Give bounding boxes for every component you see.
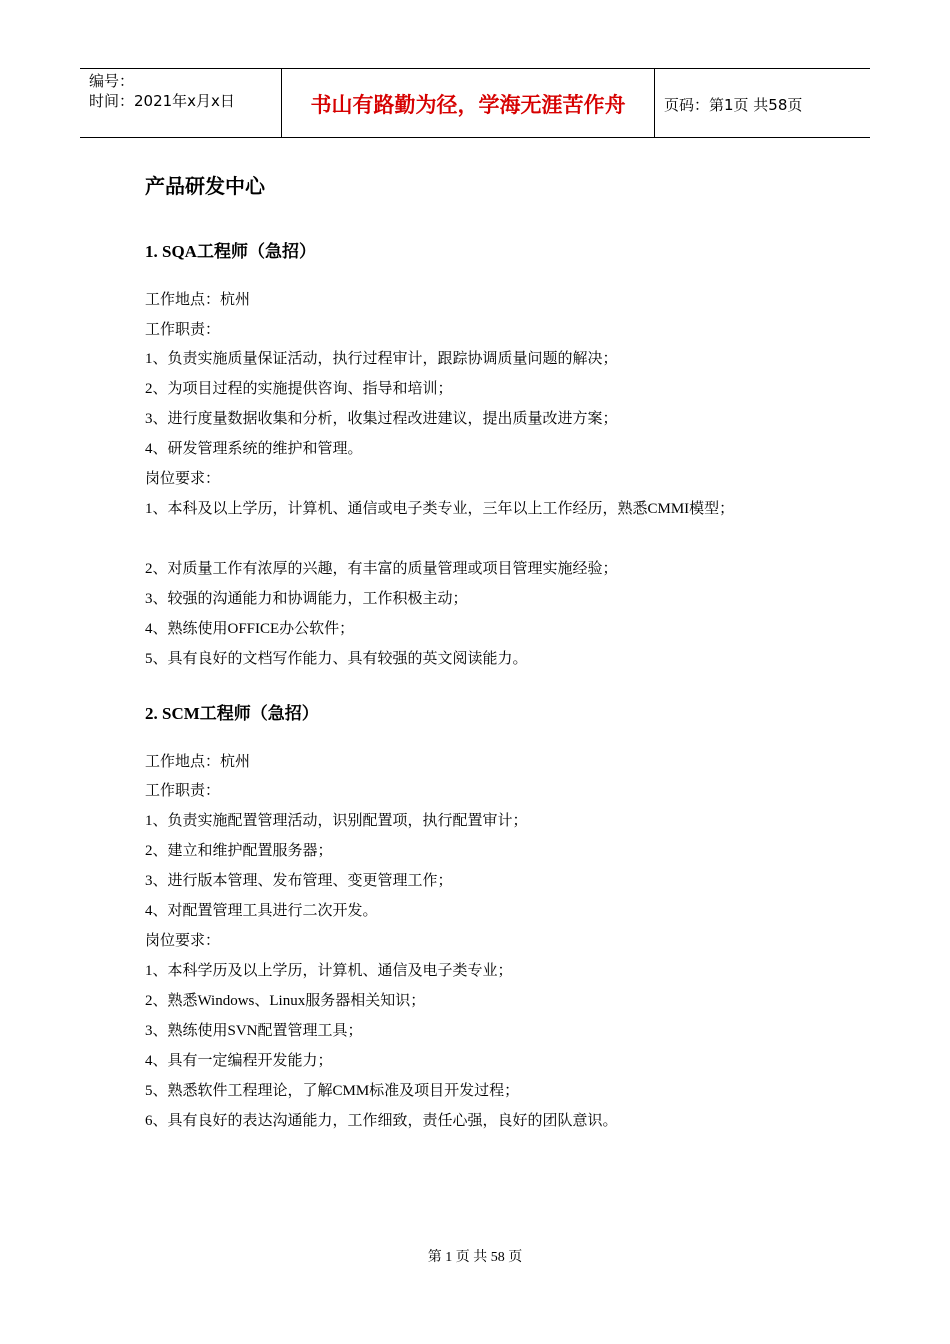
- job1-duty: 4、研发管理系统的维护和管理。: [145, 441, 363, 457]
- job1-requirement: 5、具有良好的文档写作能力、具有较强的英文阅读能力。: [145, 651, 528, 667]
- document-header: [80, 68, 870, 138]
- header-motto: 书山有路勤为径，学海无涯苦作舟: [282, 69, 655, 137]
- job1-requirement: 3、较强的沟通能力和协调能力，工作积极主动；: [145, 591, 468, 607]
- date-label: 时间：2021年x月x日: [89, 92, 235, 110]
- job2-requirement: 3、熟练使用SVN配置管理工具；: [145, 1023, 363, 1039]
- job1-requirement: 1、本科及以上学历，计算机、通信或电子类专业，三年以上工作经历，熟悉CMMI模型；: [145, 501, 735, 517]
- job1-location: 工作地点：杭州: [145, 292, 251, 308]
- job1-duty: 2、为项目过程的实施提供咨询、指导和培训；: [145, 381, 453, 397]
- page-footer: 第 1 页 共 58 页: [427, 1250, 523, 1265]
- job2-location: 工作地点：杭州: [145, 754, 251, 770]
- job2-requirement: 5、熟悉软件工程理论，了解CMM标准及项目开发过程；: [145, 1083, 520, 1099]
- job2-requirement: 4、具有一定编程开发能力；: [145, 1053, 333, 1069]
- job1-req-label: 岗位要求：: [145, 471, 221, 487]
- job1-duty: 1、负责实施质量保证活动，执行过程审计，跟踪协调质量问题的解决；: [145, 351, 618, 367]
- number-label: 编号：: [89, 72, 135, 90]
- job1-duties-label: 工作职责：: [145, 322, 221, 338]
- job1-duty: 3、进行度量数据收集和分析，收集过程改进建议，提出质量改进方案；: [145, 411, 618, 427]
- job2-duties-label: 工作职责：: [145, 783, 221, 799]
- department-heading: 产品研发中心: [145, 174, 265, 198]
- job2-title: 2. SCM工程师（急招）: [145, 704, 319, 723]
- header-page-label: 页码：第1页 共58页: [664, 95, 803, 114]
- job2-duty: 4、对配置管理工具进行二次开发。: [145, 903, 378, 919]
- job1-title: 1. SQA工程师（急招）: [145, 242, 316, 261]
- header-meta: [80, 69, 282, 137]
- job2-requirement: 1、本科学历及以上学历，计算机、通信及电子类专业；: [145, 963, 513, 979]
- job2-req-label: 岗位要求：: [145, 933, 221, 949]
- job2-duty: 1、负责实施配置管理活动，识别配置项，执行配置审计；: [145, 813, 528, 829]
- job2-requirement: 6、具有良好的表达沟通能力，工作细致，责任心强，良好的团队意识。: [145, 1113, 618, 1129]
- job1-requirement: 2、对质量工作有浓厚的兴趣，有丰富的质量管理或项目管理实施经验；: [145, 561, 618, 577]
- job2-duty: 2、建立和维护配置服务器；: [145, 843, 333, 859]
- job2-duty: 3、进行版本管理、发布管理、变更管理工作；: [145, 873, 453, 889]
- job1-requirement: 4、熟练使用OFFICE办公软件；: [145, 621, 355, 637]
- job2-requirement: 2、熟悉Windows、Linux服务器相关知识；: [145, 993, 426, 1009]
